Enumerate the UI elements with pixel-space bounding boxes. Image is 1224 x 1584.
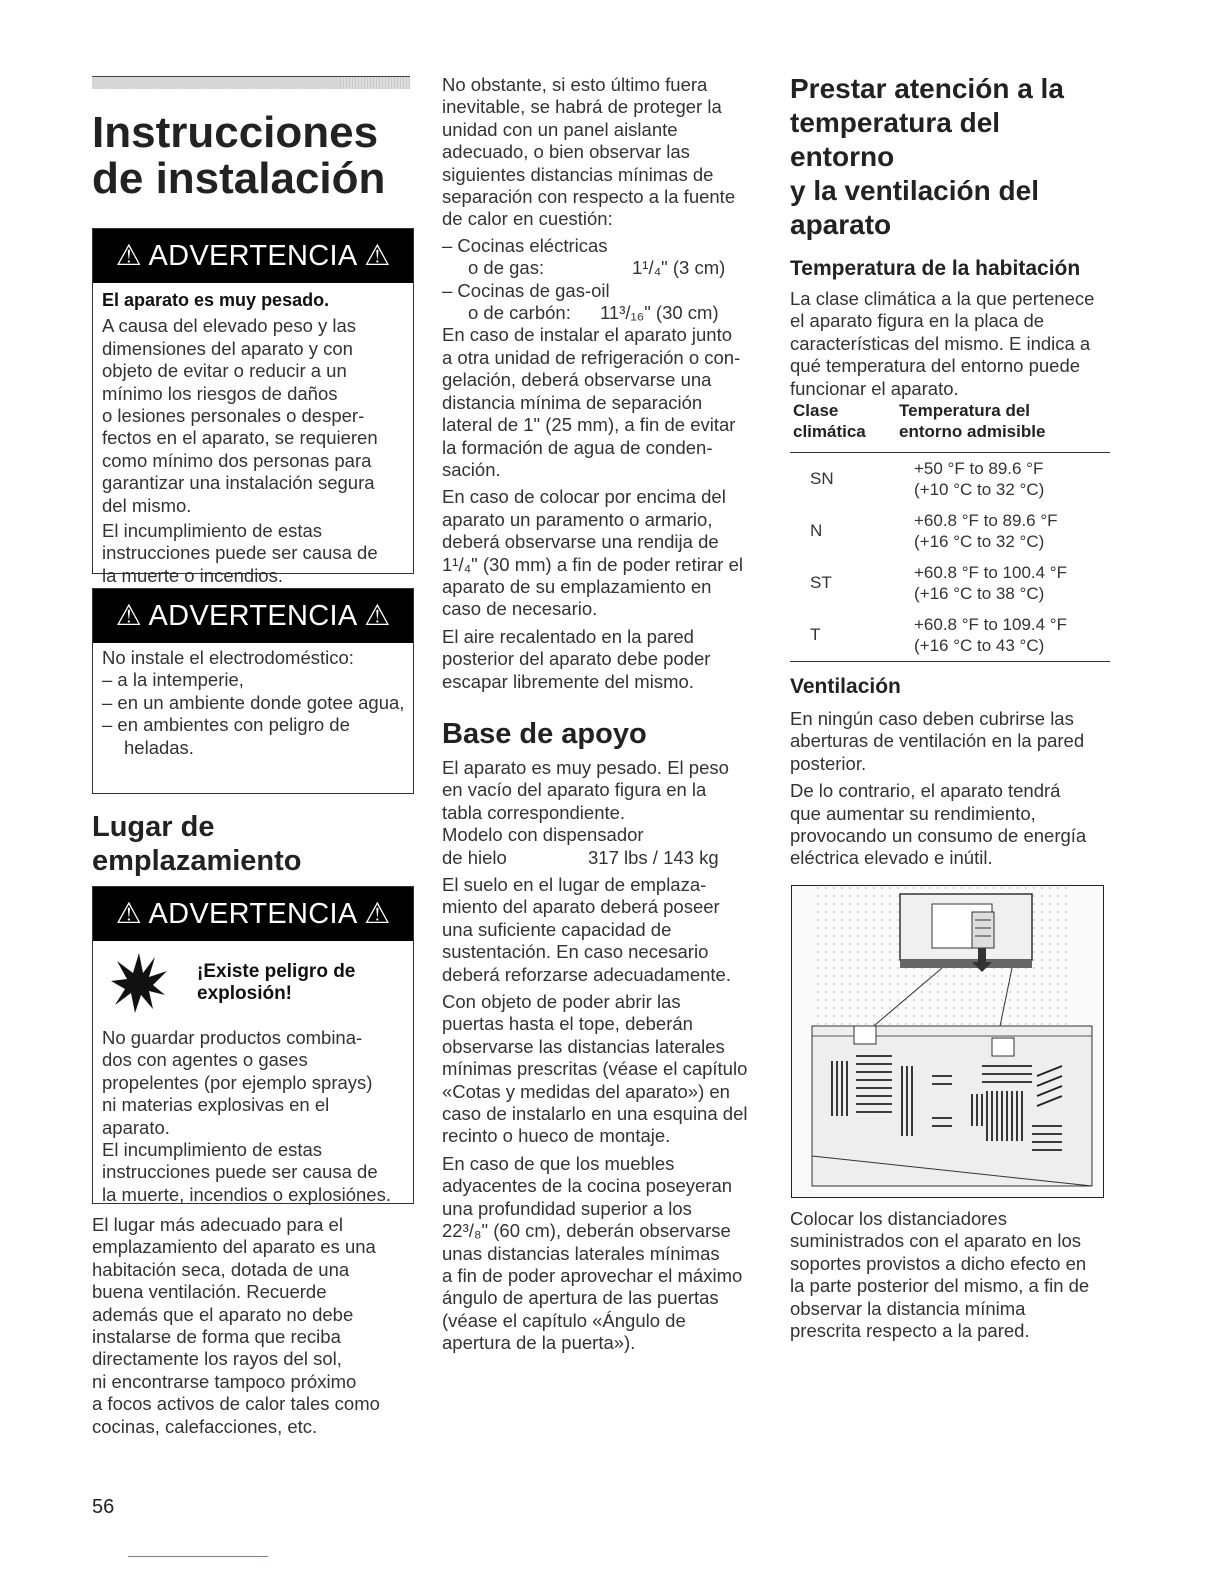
list-item: – en ambientes con peligro de heladas. bbox=[102, 714, 350, 758]
warning-text: El incumplimiento de estas instrucciones puede ser causa de la muerte o incendios. bbox=[102, 520, 378, 586]
section-title-temperature: Prestar atención a la temperatura del entorno y la ventilación del aparato bbox=[790, 73, 1064, 240]
explosion-icon bbox=[109, 951, 169, 1015]
table-rule bbox=[790, 661, 1110, 662]
warning-triangle-icon: ⚠ bbox=[364, 240, 391, 272]
warning-header: ⚠ ADVERTENCIA ⚠ bbox=[93, 887, 413, 941]
warning-text: A causa del elevado peso y las dimensiones del aparato y con objeto de evitar o reducir a un mínimo los riesgos de daños o lesiones personales o desper- fectos en el aparato, se requieren como mínimo dos personas para garantizar una instalación segura del mismo. bbox=[102, 315, 378, 516]
warning-text: El incumplimiento de estas instrucciones puede ser causa de la muerte, incendios o explosiónes. bbox=[102, 1139, 391, 1205]
table-header: Temperatura del entorno admisible bbox=[899, 401, 1046, 441]
section-title-base: Base de apoyo bbox=[442, 717, 647, 750]
warning-text: No guardar productos combina- dos con agentes o gases propelentes (por ejemplo sprays) ni materias explosivas en el aparato. bbox=[102, 1027, 373, 1138]
paragraph: No obstante, si esto último fuera inevitable, se habrá de proteger la unidad con un panel aislante adecuado, o bien observar las siguientes distancias mínimas de separación con respecto a la fuente de calor en cuestión: bbox=[442, 74, 736, 230]
warning-triangle-icon: ⚠ bbox=[115, 898, 143, 930]
subheading-ventilation: Ventilación bbox=[790, 675, 901, 698]
distance-list: – Cocinas eléctricas o de gas: 1¹/₄" (3 cm) – Cocinas de gas-oil o de carbón: 11³/₁₆" (30 cm) bbox=[442, 234, 726, 324]
warning-heading: El aparato es muy pesado. bbox=[102, 290, 330, 310]
footer-rule bbox=[128, 1556, 268, 1557]
paragraph: El aire recalentado en la pared posterior del aparato debe poder escapar libremente del mismo. bbox=[442, 625, 711, 692]
paragraph: La clase climática a la que pertenece el aparato figura en la placa de características del mismo. E indica a qué temperatura del entorno puede funcionar el aparato. bbox=[790, 288, 1095, 399]
figure-caption: Colocar los distanciadores suministrados con el aparato en los soportes provistos a dicho efecto en la parte posterior del mismo, a fin de observar la distancia mínima prescrita respecto a la pared. bbox=[790, 1208, 1090, 1342]
table-rule bbox=[790, 452, 1110, 453]
warning-box-explosion bbox=[92, 886, 414, 1204]
warning-box-location bbox=[92, 588, 414, 794]
location-paragraph: El lugar más adecuado para el emplazamiento del aparato es una habitación seca, dotada de una buena ventilación. Recuerde además que el aparato no debe instalarse de forma que reciba directamente los rayos del sol, ni encontrarse tampoco próximo a focos activos de calor tales como cocinas, calefacciones, etc. bbox=[92, 1214, 380, 1437]
column-3 bbox=[790, 72, 1108, 400]
section-title-location: Lugar de emplazamiento bbox=[92, 811, 302, 877]
ventilation-section bbox=[790, 674, 1108, 870]
warning-intro: No instale el electrodoméstico: bbox=[102, 647, 354, 668]
page-number: 56 bbox=[92, 1496, 115, 1518]
paragraph: En ningún caso deben cubrirse las aberturas de ventilación en la pared posterior. bbox=[790, 708, 1085, 774]
paragraph: De lo contrario, el aparato tendrá que aumentar su rendimiento, provocando un consumo de energía eléctrica elevado e inútil. bbox=[790, 780, 1087, 869]
list-item: – en un ambiente donde gotee agua, bbox=[102, 691, 405, 713]
paragraph: El aparato es muy pesado. El peso en vacío del aparato figura en la tabla correspondiente. Modelo con dispensador de hielo 317 lbs / 143 kg bbox=[442, 756, 729, 868]
paragraph: En caso de instalar el aparato junto a otra unidad de refrigeración o con- gelación, deberá observarse una distancia mínima de separación lateral de 1" (25 mm), a fin de evitar la formación de agua de conden- sación. bbox=[442, 324, 741, 480]
page-title: Instrucciones de instalación bbox=[92, 108, 386, 203]
warning-box-heavy bbox=[92, 228, 414, 586]
table-header: Clase climática bbox=[793, 401, 866, 441]
warning-triangle-icon: ⚠ bbox=[115, 600, 143, 632]
warning-triangle-icon: ⚠ bbox=[364, 898, 391, 930]
danger-text: ¡Existe peligro de explosión! bbox=[197, 961, 356, 1004]
warning-header: ⚠ ADVERTENCIA ⚠ bbox=[93, 589, 413, 643]
paragraph: Con objeto de poder abrir las puertas hasta el tope, deberán observarse las distancias laterales mínimas prescritas (véase el capítulo «Cotas y medidas del aparato») en caso de instalarlo en una esquina del recinto o hueco de montaje. bbox=[442, 991, 748, 1147]
warning-header: ⚠ ADVERTENCIA ⚠ bbox=[93, 229, 413, 283]
paragraph: En caso de que los muebles adyacentes de la cocina poseyeran una profundidad superior a los 22³/₈" (60 cm), deberán observarse unas distancias laterales mínimas a fin de poder aprovechar el máximo ángulo de apertura de las puertas (véase el capítulo «Ángulo de apertura de la puerta»). bbox=[442, 1152, 743, 1354]
subheading-room-temperature: Temperatura de la habitación bbox=[790, 257, 1081, 280]
warning-triangle-icon: ⚠ bbox=[364, 600, 391, 632]
paragraph: El suelo en el lugar de emplaza- miento del aparato deberá poseer una suficiente capacidad de sustentación. En caso necesario deberá reforzarse adecuadamente. bbox=[442, 874, 731, 985]
column-2 bbox=[442, 74, 762, 1355]
header-shade bbox=[92, 77, 340, 88]
list-item: – a la intemperie, bbox=[102, 669, 244, 691]
paragraph: En caso de colocar por encima del aparato un paramento o armario, deberá observarse una rendija de 1¹/₄" (30 mm) a fin de poder retirar el aparato de su emplazamiento en caso de necesario. bbox=[442, 486, 743, 620]
spacer-installation-illustration bbox=[791, 885, 1104, 1198]
warning-triangle-icon: ⚠ bbox=[115, 240, 143, 272]
